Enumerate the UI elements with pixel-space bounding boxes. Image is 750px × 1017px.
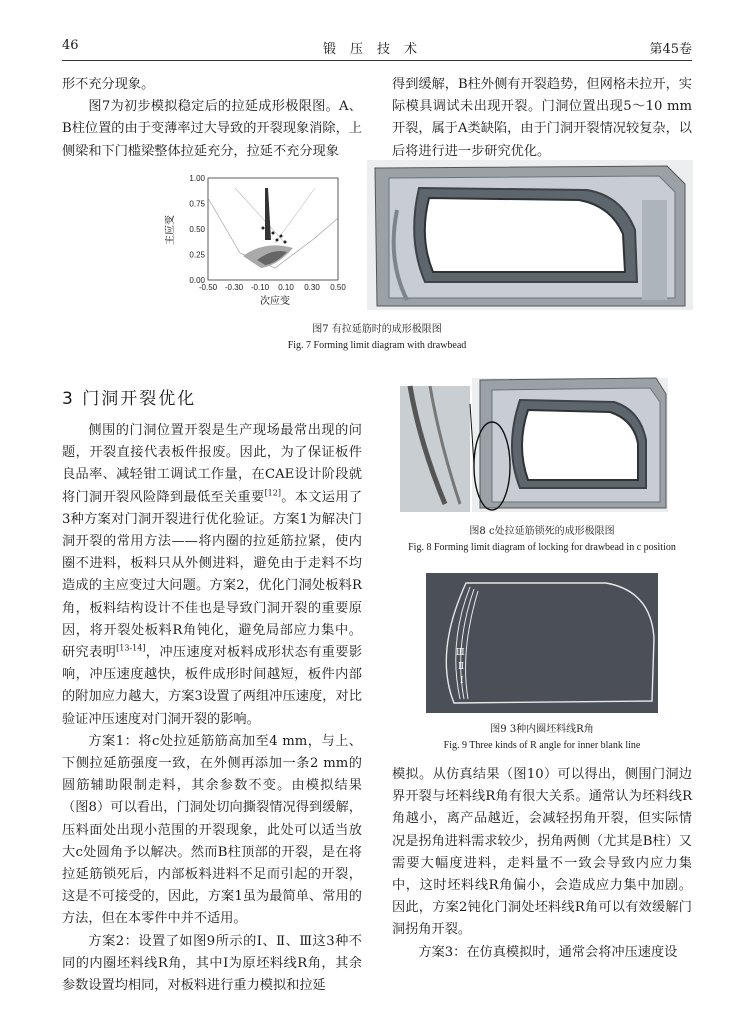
header-rule	[62, 60, 692, 61]
y-tick-label: 0.75	[189, 199, 205, 209]
fig7-part-image	[367, 160, 693, 310]
x-tick-label: 0.50	[330, 283, 346, 292]
data-point	[262, 227, 265, 230]
paragraph: 方案3：在仿真模拟时，通常会将冲压速度设	[418, 944, 678, 960]
data-point	[284, 241, 287, 244]
paragraph: 方案2：设置了如图9所示的Ⅰ、Ⅱ、Ⅲ这3种不同的内圈坯料线R角，其中Ⅰ为原坯料线R角，其余参数设置均相同，对板料进行重力模拟和拉延	[62, 933, 362, 994]
paragraph: 得到缓解，B柱外侧有开裂趋势，但网格未拉开，实际模具调试未出现开裂。门洞位置出现5～10 mm开裂，属于A类缺陷，由于门洞开裂情况较复杂，以后将进行进一步研究优化。	[392, 77, 692, 159]
x-tick-label: -0.10	[250, 283, 270, 292]
paragraph	[62, 420, 362, 731]
x-tick-label: -0.30	[224, 283, 244, 292]
caption-cn: 图9 3种内圈坯料线R角	[490, 724, 594, 735]
fig8-caption	[392, 524, 692, 556]
fig7-caption	[62, 322, 692, 354]
paragraph: 方案1：将c处拉延筋筋高加至4 mm，与上、下侧拉延筋强度一致，在外侧再添加一条2 mm的圆筋辅助限制走料，其余参数不变。由模拟结果（图8）可以看出，门洞处切向撕裂情况得到缓解，压料面处出现小范围的开裂现象，此处可以适当放大c处圆角予以解决。然而B柱顶部的开裂，是在将拉延筋锁死后，内部板料进料不足而引起的开裂，这是不可接受的，因此，方案1虽为最简单、常用的方法，但在本零件中并不适用。	[62, 733, 362, 927]
journal-title: 锻压技术	[322, 42, 431, 57]
running-header	[62, 38, 692, 58]
x-tick-label: 0.30	[304, 283, 320, 292]
fig7-chart	[165, 168, 355, 308]
page-number: 46	[62, 38, 79, 53]
citation: [12]	[264, 488, 281, 498]
plot-frame	[208, 178, 338, 280]
data-point	[276, 239, 279, 242]
label-II: Ⅱ	[458, 662, 465, 672]
citation: [13-14]	[116, 643, 146, 653]
y-tick-label: 1.00	[189, 174, 205, 183]
caption-en: Fig. 7 Forming limit diagram with drawbead	[287, 340, 467, 351]
left-column-main	[62, 420, 362, 997]
x-tick-label: -0.50	[198, 283, 218, 292]
y-axis-label: 主应变	[165, 215, 176, 245]
section-heading: 3 门洞开裂优化	[62, 389, 197, 409]
right-column-top	[392, 74, 692, 163]
fig8-image	[400, 374, 668, 514]
x-axis-label: 次应变	[260, 296, 290, 307]
y-tick-label: 0.25	[189, 250, 205, 260]
caption-en: Fig. 9 Three kinds of R angle for inner blank line	[443, 740, 641, 751]
label-I: Ⅰ	[460, 676, 464, 686]
x-tick-label: 0.10	[278, 283, 294, 292]
caption-cn: 图7 有拉延筋时的成形极限图	[312, 324, 442, 335]
data-point	[272, 232, 275, 235]
text: 侧围的门洞位置开裂是生产现场最常出现的问题，开裂直接代表板件报废。因此，为了保证板件良品率、减轻钳工调试工作量，在CAE设计阶段就将门洞开裂风险降到最低至关重要	[62, 423, 362, 505]
left-column-top	[62, 74, 362, 163]
caption-en: Fig. 8 Forming limit diagram of locking for drawbead in c position	[408, 542, 676, 553]
y-tick-label: 0.50	[189, 225, 205, 234]
right-column-bottom	[392, 764, 692, 964]
paragraph: 图7为初步模拟稳定后的拉延成形极限图。A、B柱位置的由于变薄率过大导致的开裂现象消除，上侧梁和下门槛梁整体拉延充分，拉延不充分现象	[62, 99, 362, 159]
paragraph: 模拟。从仿真结果（图10）可以得出，侧围门洞边界开裂与坯料线R角有很大关系。通常认为坯料线R角越小，离产品越近，会减轻拐角开裂，但实际情况是拐角进料需求较少，拐角两侧（尤其是B柱）又需要大幅度进料，走料量不一致会导致内应力集中，这时坯料线R角偏小，会造成应力集中加剧。因此，方案2钝化门洞处坯料线R角可以有效缓解门洞拐角开裂。	[392, 767, 692, 938]
label-III: Ⅲ	[456, 648, 465, 658]
paragraph: 形不充分现象。	[62, 77, 155, 92]
text: ，冲压速度对板料成形状态有重要影响，冲压速度越快，板件成形时间越短，板件内部的附加应力越大，方案3设置了两组冲压速度，对比验证冲压速度对门洞开裂的影响。	[62, 645, 363, 727]
volume-number: 第45卷	[649, 42, 692, 57]
caption-cn: 图8 c处拉延筋锁死的成形极限图	[469, 526, 615, 537]
text: 。本文运用了3种方案对门洞开裂进行优化验证。方案1为解决门洞开裂的常用方法——将内圈的拉延筋拉紧，使内圈不进料，板料只从外侧进料，避免由于走料不均造成的主应变过大问题。方案2，优化门洞处板料R角，板料结构设计不佳也是导致门洞开裂的重要原因，将开裂处板料R角钝化，避免局部应力集中。研究表明	[62, 489, 363, 661]
fig9-caption	[392, 722, 692, 754]
y-tick-label: 0.00	[189, 276, 205, 285]
data-point	[280, 235, 283, 238]
fig9-image	[426, 573, 658, 713]
